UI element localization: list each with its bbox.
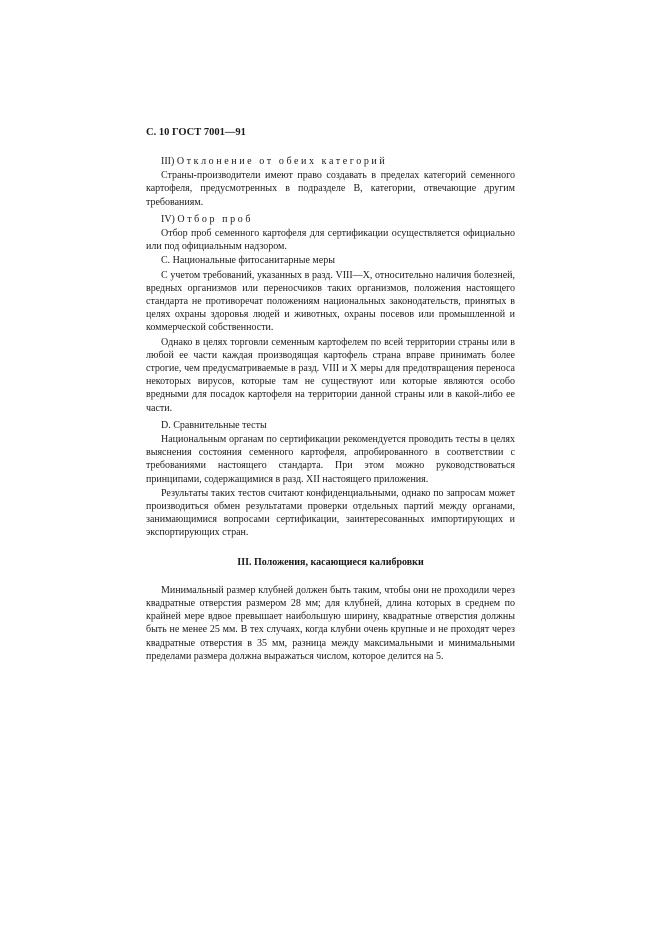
subsection-number: III) — [161, 156, 177, 167]
subsection-iii-title — [146, 155, 515, 168]
section-d-paragraph-1: Национальным органам по сертификации рекомендуется проводить тесты в целях выяснения состояния семенного картофеля, апробированного в соответствии с требованиями настоящего стандарта. При этом можно руководствоваться принципами, содержащимися в разд. XII настоящего приложения. — [146, 434, 515, 485]
subsection-iv-text: Отбор проб семенного картофеля для сертификации осуществляется официально или под официальным надзором. — [146, 228, 515, 253]
subsection-iv-title — [146, 213, 515, 226]
document-page — [146, 126, 515, 663]
section-c-title: С. Национальные фитосанитарные меры — [161, 255, 335, 267]
section-iii-heading: III. Положения, касающиеся калибровки — [237, 556, 424, 568]
section-iii-paragraph-1: Минимальный размер клубней должен быть таким, чтобы они не проходили через квадратные отверстия размером 28 мм; для клубней, длина которых в среднем по крайней мере вдвое превышает наибольшую ширину, квадратные отверстия должны быть не менее 25 мм. В тех случаях, когда клубни очень крупные и не проходят через квадратные отверстия в 35 мм, разница между максимальными и минимальными пределами размера должна выражаться числом, которое делится на 5. — [146, 584, 515, 662]
section-c-paragraph-2: Однако в целях торговли семенным картофелем по всей территории страны или в любой ее части каждая производящая картофель страна вправе принимать более строгие, чем предусматриваемые в разд. VIII и X меры для предотвращения переноса некоторых вирусов, которые там не существуют или которые являются особо вредными для посадок картофеля на территории данной страны или в какой-либо ее части. — [146, 336, 515, 414]
section-d-title: D. Сравнительные тесты — [161, 419, 267, 431]
page-header: С. 10 ГОСТ 7001—91 — [146, 127, 246, 138]
subsection-title: Отбор проб — [177, 213, 254, 225]
subsection-iii-text: Страны-производители имеют право создавать в пределах категорий семенного картофеля, предусмотренных в подразделе В, категории, отвечающие другим требованиям. — [146, 170, 515, 208]
subsection-number: IV) — [161, 213, 178, 225]
section-d-paragraph-2: Результаты таких тестов считают конфиденциальными, однако по запросам может производиться обмен результатами проверки отдельных партий между органами, занимающимися вопросами сертификации, заинтересованных импортирующих и экспортирующих стран. — [146, 487, 515, 539]
section-c-paragraph-1: С учетом требований, указанных в разд. VIII—X, относительно наличия болезней, вредных организмов или переносчиков таких организмов, положения настоящего стандарта не противоречат положениям национальных законодательств, принятых в целях охраны здоровья людей и животных, охраны посевов или промышленной и коммерческой собственности. — [146, 269, 515, 334]
subsection-title: Отклонение от обеих категорий — [176, 156, 388, 167]
